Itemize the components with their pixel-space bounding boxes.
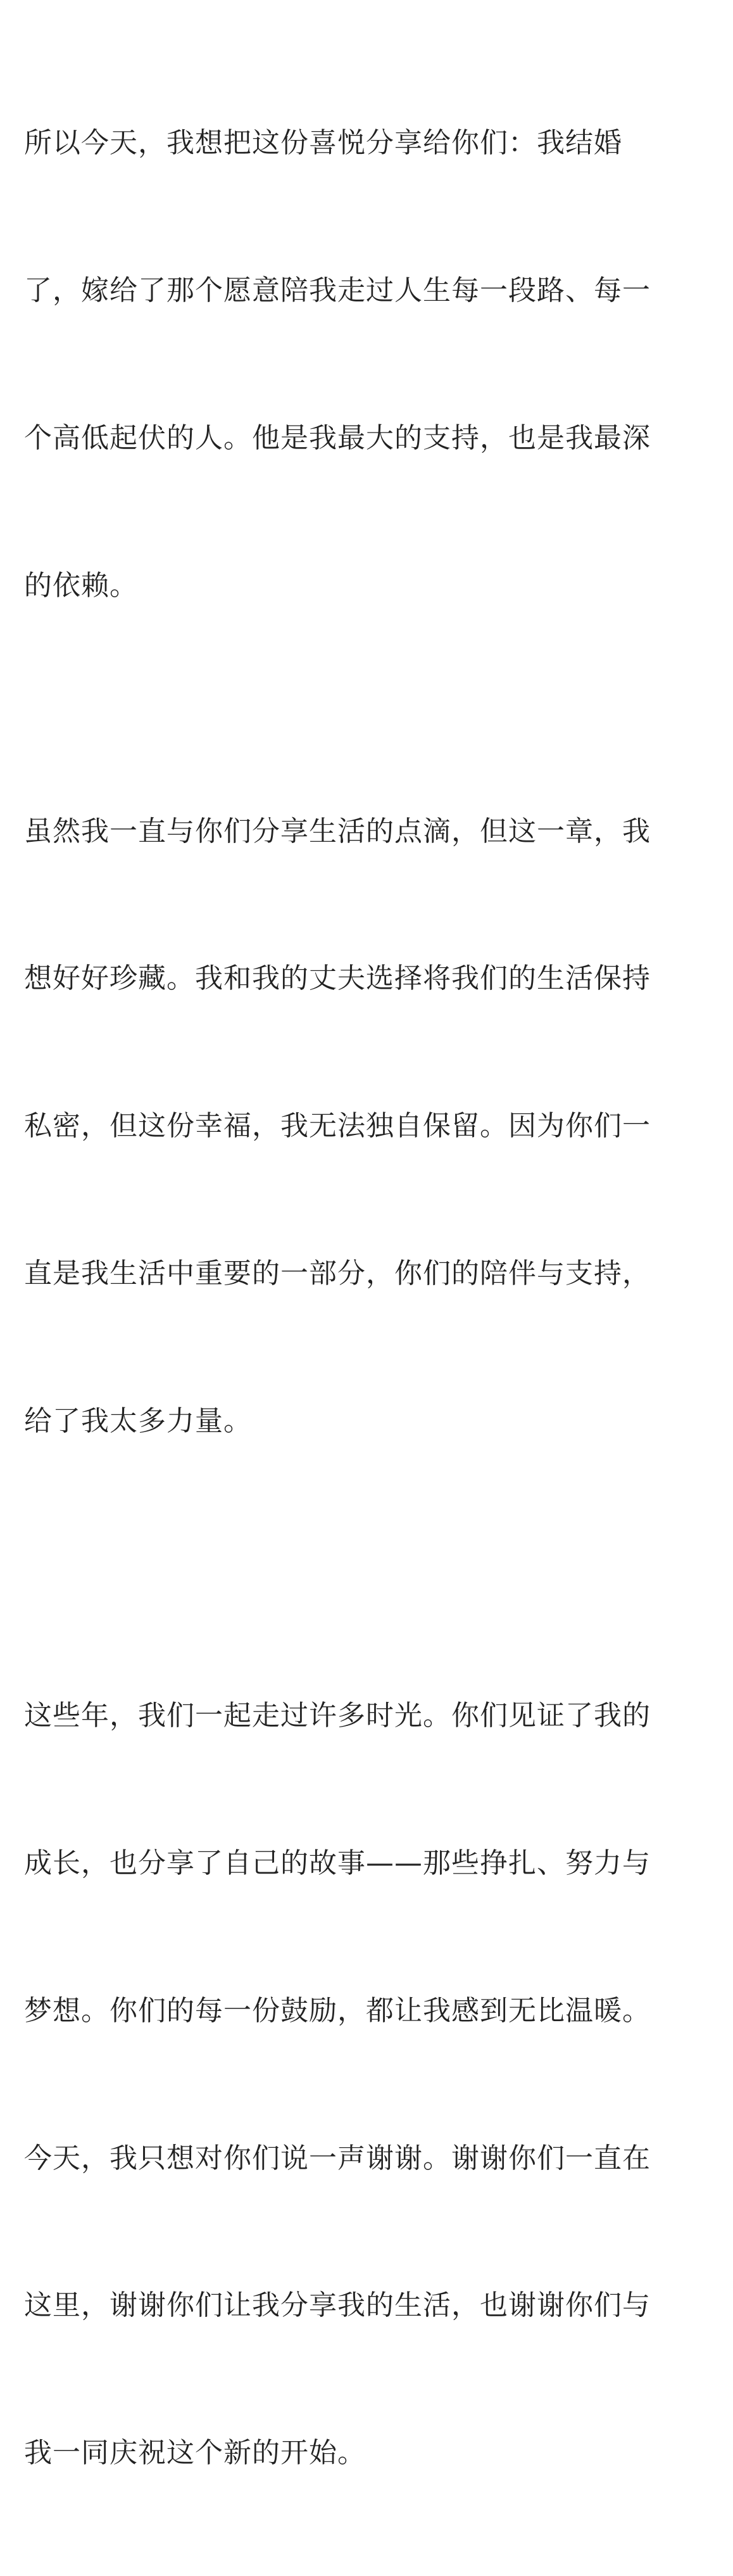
text-line: 我一同庆祝这个新的开始。 bbox=[24, 2437, 366, 2470]
text-line: 所以今天，我想把这份喜悦分享给你们：我结婚 bbox=[24, 127, 622, 160]
text-line: 这里，谢谢你们让我分享我的生活，也谢谢你们与 bbox=[24, 2289, 651, 2322]
paragraph-announcement bbox=[24, 20, 701, 708]
article-body bbox=[24, 20, 701, 2576]
paragraph-spacer bbox=[24, 1544, 701, 1593]
paragraph-privacy bbox=[24, 708, 701, 1544]
paragraph-gratitude bbox=[24, 1593, 701, 2576]
text-line: 这些年，我们一起走过许多时光。你们见证了我的 bbox=[24, 1699, 651, 1732]
text-line: 直是我生活中重要的一部分，你们的陪伴与支持， bbox=[24, 1257, 651, 1290]
text-line: 的依赖。 bbox=[24, 569, 138, 602]
text-line: 今天，我只想对你们说一声谢谢。谢谢你们一直在 bbox=[24, 2141, 651, 2174]
text-line: 成长，也分享了自己的故事——那些挣扎、努力与 bbox=[24, 1846, 651, 1879]
text-line: 想好好珍藏。我和我的丈夫选择将我们的生活保持 bbox=[24, 962, 651, 995]
text-line: 虽然我一直与你们分享生活的点滴，但这一章，我 bbox=[24, 815, 651, 847]
text-line: 了，嫁给了那个愿意陪我走过人生每一段路、每一 bbox=[24, 274, 651, 307]
text-line: 个高低起伏的人。他是我最大的支持，也是我最深 bbox=[24, 421, 651, 454]
text-line: 梦想。你们的每一份鼓励，都让我感到无比温暖。 bbox=[24, 1994, 651, 2027]
text-line: 私密，但这份幸福，我无法独自保留。因为你们一 bbox=[24, 1110, 651, 1143]
text-line: 给了我太多力量。 bbox=[24, 1404, 252, 1437]
